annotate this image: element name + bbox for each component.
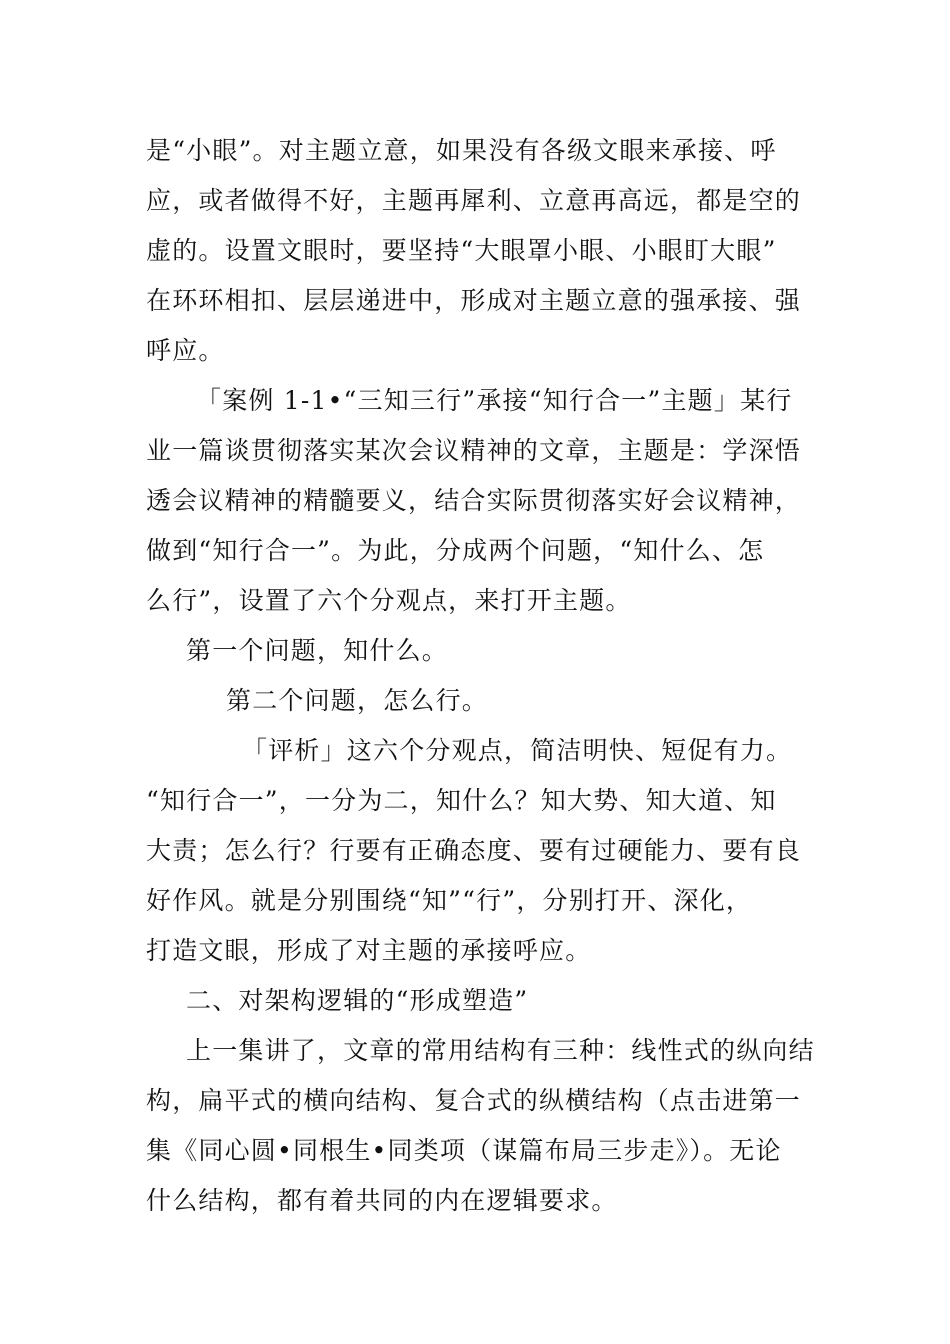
text-line: 好作风。就是分别围绕“知”“行”，分别打开、深化， bbox=[146, 886, 753, 915]
text-line: 集《同心圆•同根生•同类项（谋篇布局三步走》）。无论 bbox=[146, 1136, 782, 1165]
text-line: 上一集讲了，文章的常用结构有三种：线性式的纵向结 bbox=[186, 1036, 815, 1065]
text-line: 什么结构，都有着共同的内在逻辑要求。 bbox=[146, 1186, 618, 1215]
text-line: 么行”，设置了六个分观点，来打开主题。 bbox=[146, 586, 632, 615]
question-two-line: 第二个问题，怎么行。 bbox=[226, 686, 489, 715]
text-line: 大责；怎么行？行要有正确态度、要有过硬能力、要有良 bbox=[146, 836, 802, 865]
text-line: 业一篇谈贯彻落实某次会议精神的文章，主题是：学深悟 bbox=[146, 436, 802, 465]
text-line: 是“小眼”。对主题立意，如果没有各级文眼来承接、呼 bbox=[146, 136, 777, 165]
text-line: 构，扁平式的横向结构、复合式的纵横结构（点击进第一 bbox=[146, 1086, 802, 1115]
section-heading: 二、对架构逻辑的“形成塑造” bbox=[186, 986, 529, 1015]
text-line: 透会议精神的精髓要义，结合实际贯彻落实好会议精神， bbox=[146, 486, 802, 515]
text-line: 虚的。设置文眼时，要坚持“大眼罩小眼、小眼盯大眼” bbox=[146, 236, 777, 265]
text-line: 呼应。 bbox=[146, 336, 225, 365]
text-line: 应，或者做得不好，主题再犀利、立意再高远，都是空的 bbox=[146, 186, 802, 215]
text-line: 打造文眼，形成了对主题的承接呼应。 bbox=[146, 936, 592, 965]
text-line: “知行合一”，一分为二，知什么？知大势、知大道、知 bbox=[146, 786, 777, 815]
case-heading-line: 「案例 1-1•“三知三行”承接“知行合一”主题」某行 bbox=[196, 386, 793, 415]
question-one-line: 第一个问题，知什么。 bbox=[186, 636, 449, 665]
text-line: 在环环相扣、层层递进中，形成对主题立意的强承接、强 bbox=[146, 286, 802, 315]
text-line: 做到“知行合一”。为此，分成两个问题，“知什么、怎 bbox=[146, 536, 765, 565]
analysis-heading-line: 「评析」这六个分观点，简洁明快、短促有力。 bbox=[242, 736, 793, 765]
